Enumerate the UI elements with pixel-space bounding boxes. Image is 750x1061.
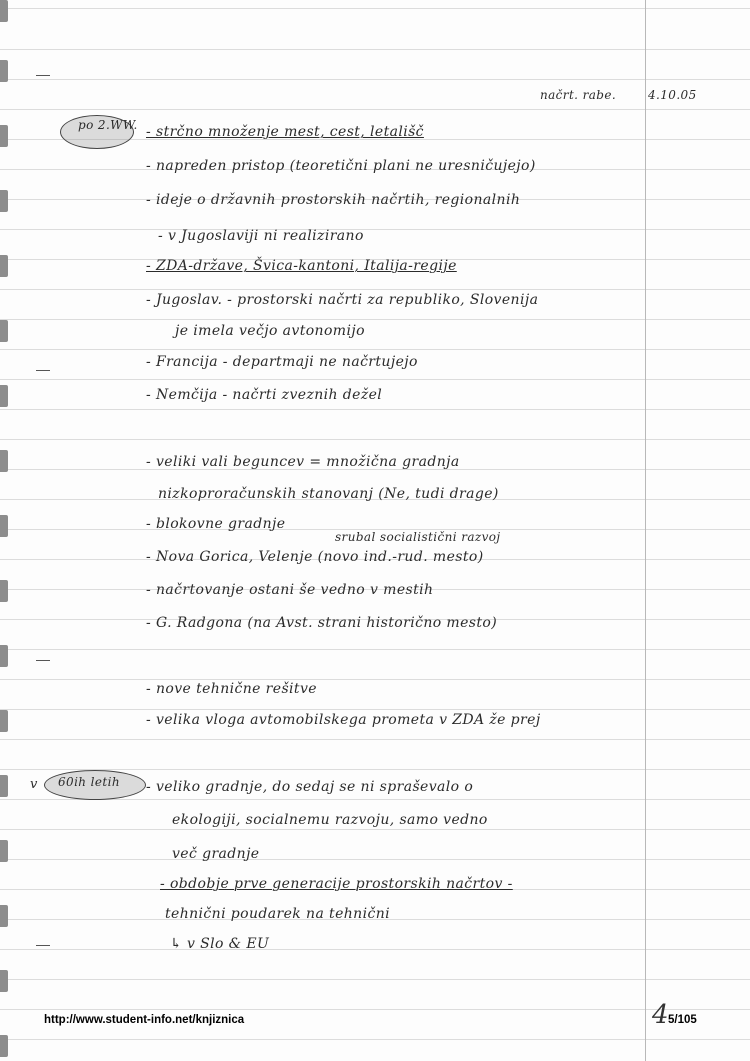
margin-dash — [36, 370, 50, 371]
note-line: - Francija - departmaji ne načrtujejo — [146, 354, 418, 370]
binder-hole — [0, 385, 8, 407]
margin-dash — [36, 660, 50, 661]
binder-hole — [0, 775, 8, 797]
note-line: - ideje o državnih prostorskih načrtih, regionalnih — [146, 192, 521, 208]
binder-hole — [0, 905, 8, 927]
margin-note-oval-text: 60ih letih — [58, 775, 120, 789]
footer-url[interactable]: http://www.student-info.net/knjiznica — [44, 1014, 245, 1026]
note-line: tehnični poudarek na tehnični — [165, 906, 391, 922]
binder-hole — [0, 645, 8, 667]
note-line: - veliko gradnje, do sedaj se ni spraševalo o — [146, 779, 474, 795]
note-line: - v Jugoslaviji ni realizirano — [158, 228, 364, 244]
note-line: srubal socialistični razvoj — [335, 530, 501, 544]
header-date: 4.10.05 — [648, 88, 697, 102]
note-line: ekologiji, socialnemu razvoju, samo vedno — [172, 812, 488, 828]
binder-hole — [0, 190, 8, 212]
note-line: ↳ v Slo & EU — [170, 936, 270, 952]
footer-page-number: 5/105 — [668, 1014, 697, 1026]
note-line: - strčno množenje mest, cest, letališč — [146, 124, 424, 140]
note-line: - velika vloga avtomobilskega prometa v ZDA že prej — [146, 712, 541, 728]
note-line: - Nemčija - načrti zveznih dežel — [146, 387, 383, 403]
binder-hole — [0, 710, 8, 732]
note-line: - veliki vali beguncev = množična gradnja — [146, 454, 460, 470]
note-line: - G. Radgona (na Avst. strani historično mesto) — [146, 615, 498, 631]
header-title: načrt. rabe. — [540, 88, 617, 102]
note-line: je imela večjo avtonomijo — [175, 323, 365, 339]
binder-hole — [0, 0, 8, 22]
binder-hole — [0, 1035, 8, 1057]
margin-line — [645, 0, 646, 1061]
binder-hole — [0, 840, 8, 862]
note-line: nizkoproračunskih stanovanj (Ne, tudi drage) — [158, 486, 499, 502]
note-line: - napreden pristop (teoretični plani ne uresničujejo) — [146, 158, 536, 174]
note-line: - nove tehnične rešitve — [146, 681, 317, 697]
note-line: - načrtovanje ostani še vedno v mestih — [146, 582, 434, 598]
margin-note-v: v — [30, 777, 38, 792]
binder-hole — [0, 255, 8, 277]
binder-hole — [0, 125, 8, 147]
binder-hole — [0, 580, 8, 602]
note-line: - Nova Gorica, Velenje (novo ind.-rud. mesto) — [146, 549, 484, 565]
binder-hole — [0, 60, 8, 82]
handwritten-page-marker: 4 — [652, 1000, 669, 1030]
binder-hole — [0, 450, 8, 472]
margin-dash — [36, 945, 50, 946]
note-line: - obdobje prve generacije prostorskih načrtov - — [160, 876, 513, 892]
note-line: - Jugoslav. - prostorski načrti za republiko, Slovenija — [146, 292, 539, 308]
note-line: več gradnje — [172, 846, 260, 862]
note-line: - ZDA-države, Švica-kantoni, Italija-regije — [146, 258, 457, 274]
binder-hole — [0, 320, 8, 342]
binder-hole — [0, 970, 8, 992]
margin-dash — [36, 75, 50, 76]
binder-hole — [0, 515, 8, 537]
margin-note-top: po 2.WW. — [78, 118, 138, 132]
note-line: - blokovne gradnje — [146, 516, 286, 532]
